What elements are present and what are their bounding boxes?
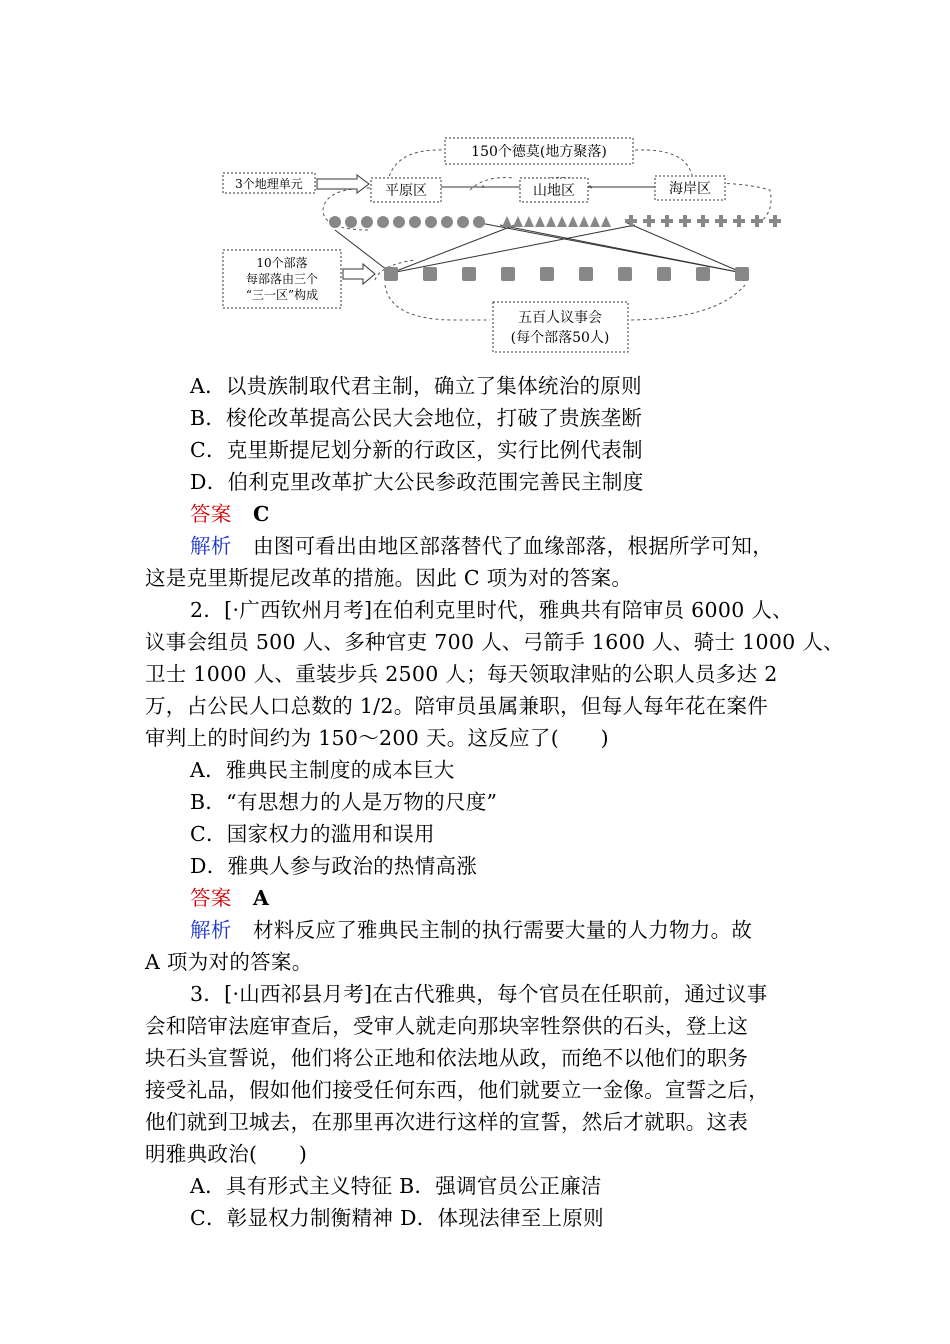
- analysis-label: 解析: [190, 534, 232, 558]
- q2-stem-line: 审判上的时间约为 150～200 天。这反应了( ): [145, 726, 609, 750]
- answer-label: 答案: [190, 502, 232, 526]
- q2-analysis: [190, 913, 752, 943]
- q1-option-d: D．伯利克里改革扩大公民参政范围完善民主制度: [190, 470, 644, 494]
- analysis-text: 由图可看出由地区部落替代了血缘部落，根据所学可知，: [253, 534, 773, 558]
- answer-label: 答案: [190, 886, 232, 910]
- answer-value: A: [253, 886, 270, 910]
- q1-answer: [190, 497, 270, 527]
- coast-label: 海岸区: [669, 181, 711, 197]
- q1-analysis-cont: 这是克里斯提尼改革的措施。因此 C 项为对的答案。: [145, 566, 633, 590]
- q2-option-b: B．“有思想力的人是万物的尺度”: [190, 790, 498, 814]
- q3-stem-line: 块石头宣誓说，他们将公正地和依法地从政，而绝不以他们的职务: [145, 1046, 749, 1070]
- q2-option-d: D．雅典人参与政治的热情高涨: [190, 854, 478, 878]
- q2-stem-line: 万，占公民人口总数的 1/2。陪审员虽属兼职，但每人每年花在案件: [145, 694, 769, 718]
- q2-stem-line: 议事会组员 500 人、多种官吏 700 人、弓箭手 1600 人、骑士 1000 人、: [145, 630, 844, 654]
- q2-option-c: C．国家权力的滥用和误用: [190, 822, 435, 846]
- q1-option-c: C．克里斯提尼划分新的行政区，实行比例代表制: [190, 438, 643, 462]
- q2-answer: [190, 881, 269, 911]
- q2-analysis-cont: A 项为对的答案。: [145, 950, 313, 974]
- tribes-label-2: 每部落由三个: [245, 272, 319, 286]
- q3-stem-line: 3．[·山西祁县月考]在古代雅典，每个官员在任职前，通过议事: [190, 982, 768, 1006]
- analysis-text: 材料反应了雅典民主制的执行需要大量的人力物力。故: [253, 918, 753, 942]
- tribes-label-1: 10个部落: [256, 256, 308, 270]
- answer-value: C: [253, 502, 270, 526]
- tribal-reform-diagram: [215, 130, 790, 360]
- q2-stem-line: 卫士 1000 人、重装步兵 2500 人；每天领取津贴的公职人员多达 2: [145, 662, 778, 686]
- demes-label: 150个德莫(地方聚落): [471, 144, 607, 160]
- units-label: 3个地理单元: [235, 177, 303, 191]
- plain-label: 平原区: [385, 183, 427, 199]
- q3-options-ab: A．具有形式主义特征 B．强调官员公正廉洁: [190, 1174, 602, 1198]
- analysis-label: 解析: [190, 918, 232, 942]
- q3-options-cd: C．彰显权力制衡精神 D．体现法律至上原则: [190, 1206, 604, 1230]
- q3-stem-line: 接受礼品，假如他们接受任何东西，他们就要立一金像。宣誓之后，: [145, 1078, 769, 1102]
- q3-stem-line: 他们就到卫城去，在那里再次进行这样的宣誓，然后才就职。这表: [145, 1110, 749, 1134]
- q1-option-a: A．以贵族制取代君主制，确立了集体统治的原则: [190, 374, 642, 398]
- q2-stem-line: 2．[·广西钦州月考]在伯利克里时代，雅典共有陪审员 6000 人、: [190, 598, 793, 622]
- tribes-label-3: “三一区”构成: [245, 288, 319, 302]
- council-label-2: (每个部落50人): [510, 330, 610, 346]
- q1-option-b: B．梭伦改革提高公民大会地位，打破了贵族垄断: [190, 406, 643, 430]
- council-label-1: 五百人议事会: [518, 310, 602, 326]
- q1-analysis: [190, 529, 773, 559]
- mountain-label: 山地区: [533, 183, 575, 199]
- q3-stem-line: 明雅典政治( ): [145, 1142, 308, 1166]
- q3-stem-line: 会和陪审法庭审查后，受审人就走向那块宰牲祭供的石头，登上这: [145, 1014, 749, 1038]
- q2-option-a: A．雅典民主制度的成本巨大: [190, 758, 455, 782]
